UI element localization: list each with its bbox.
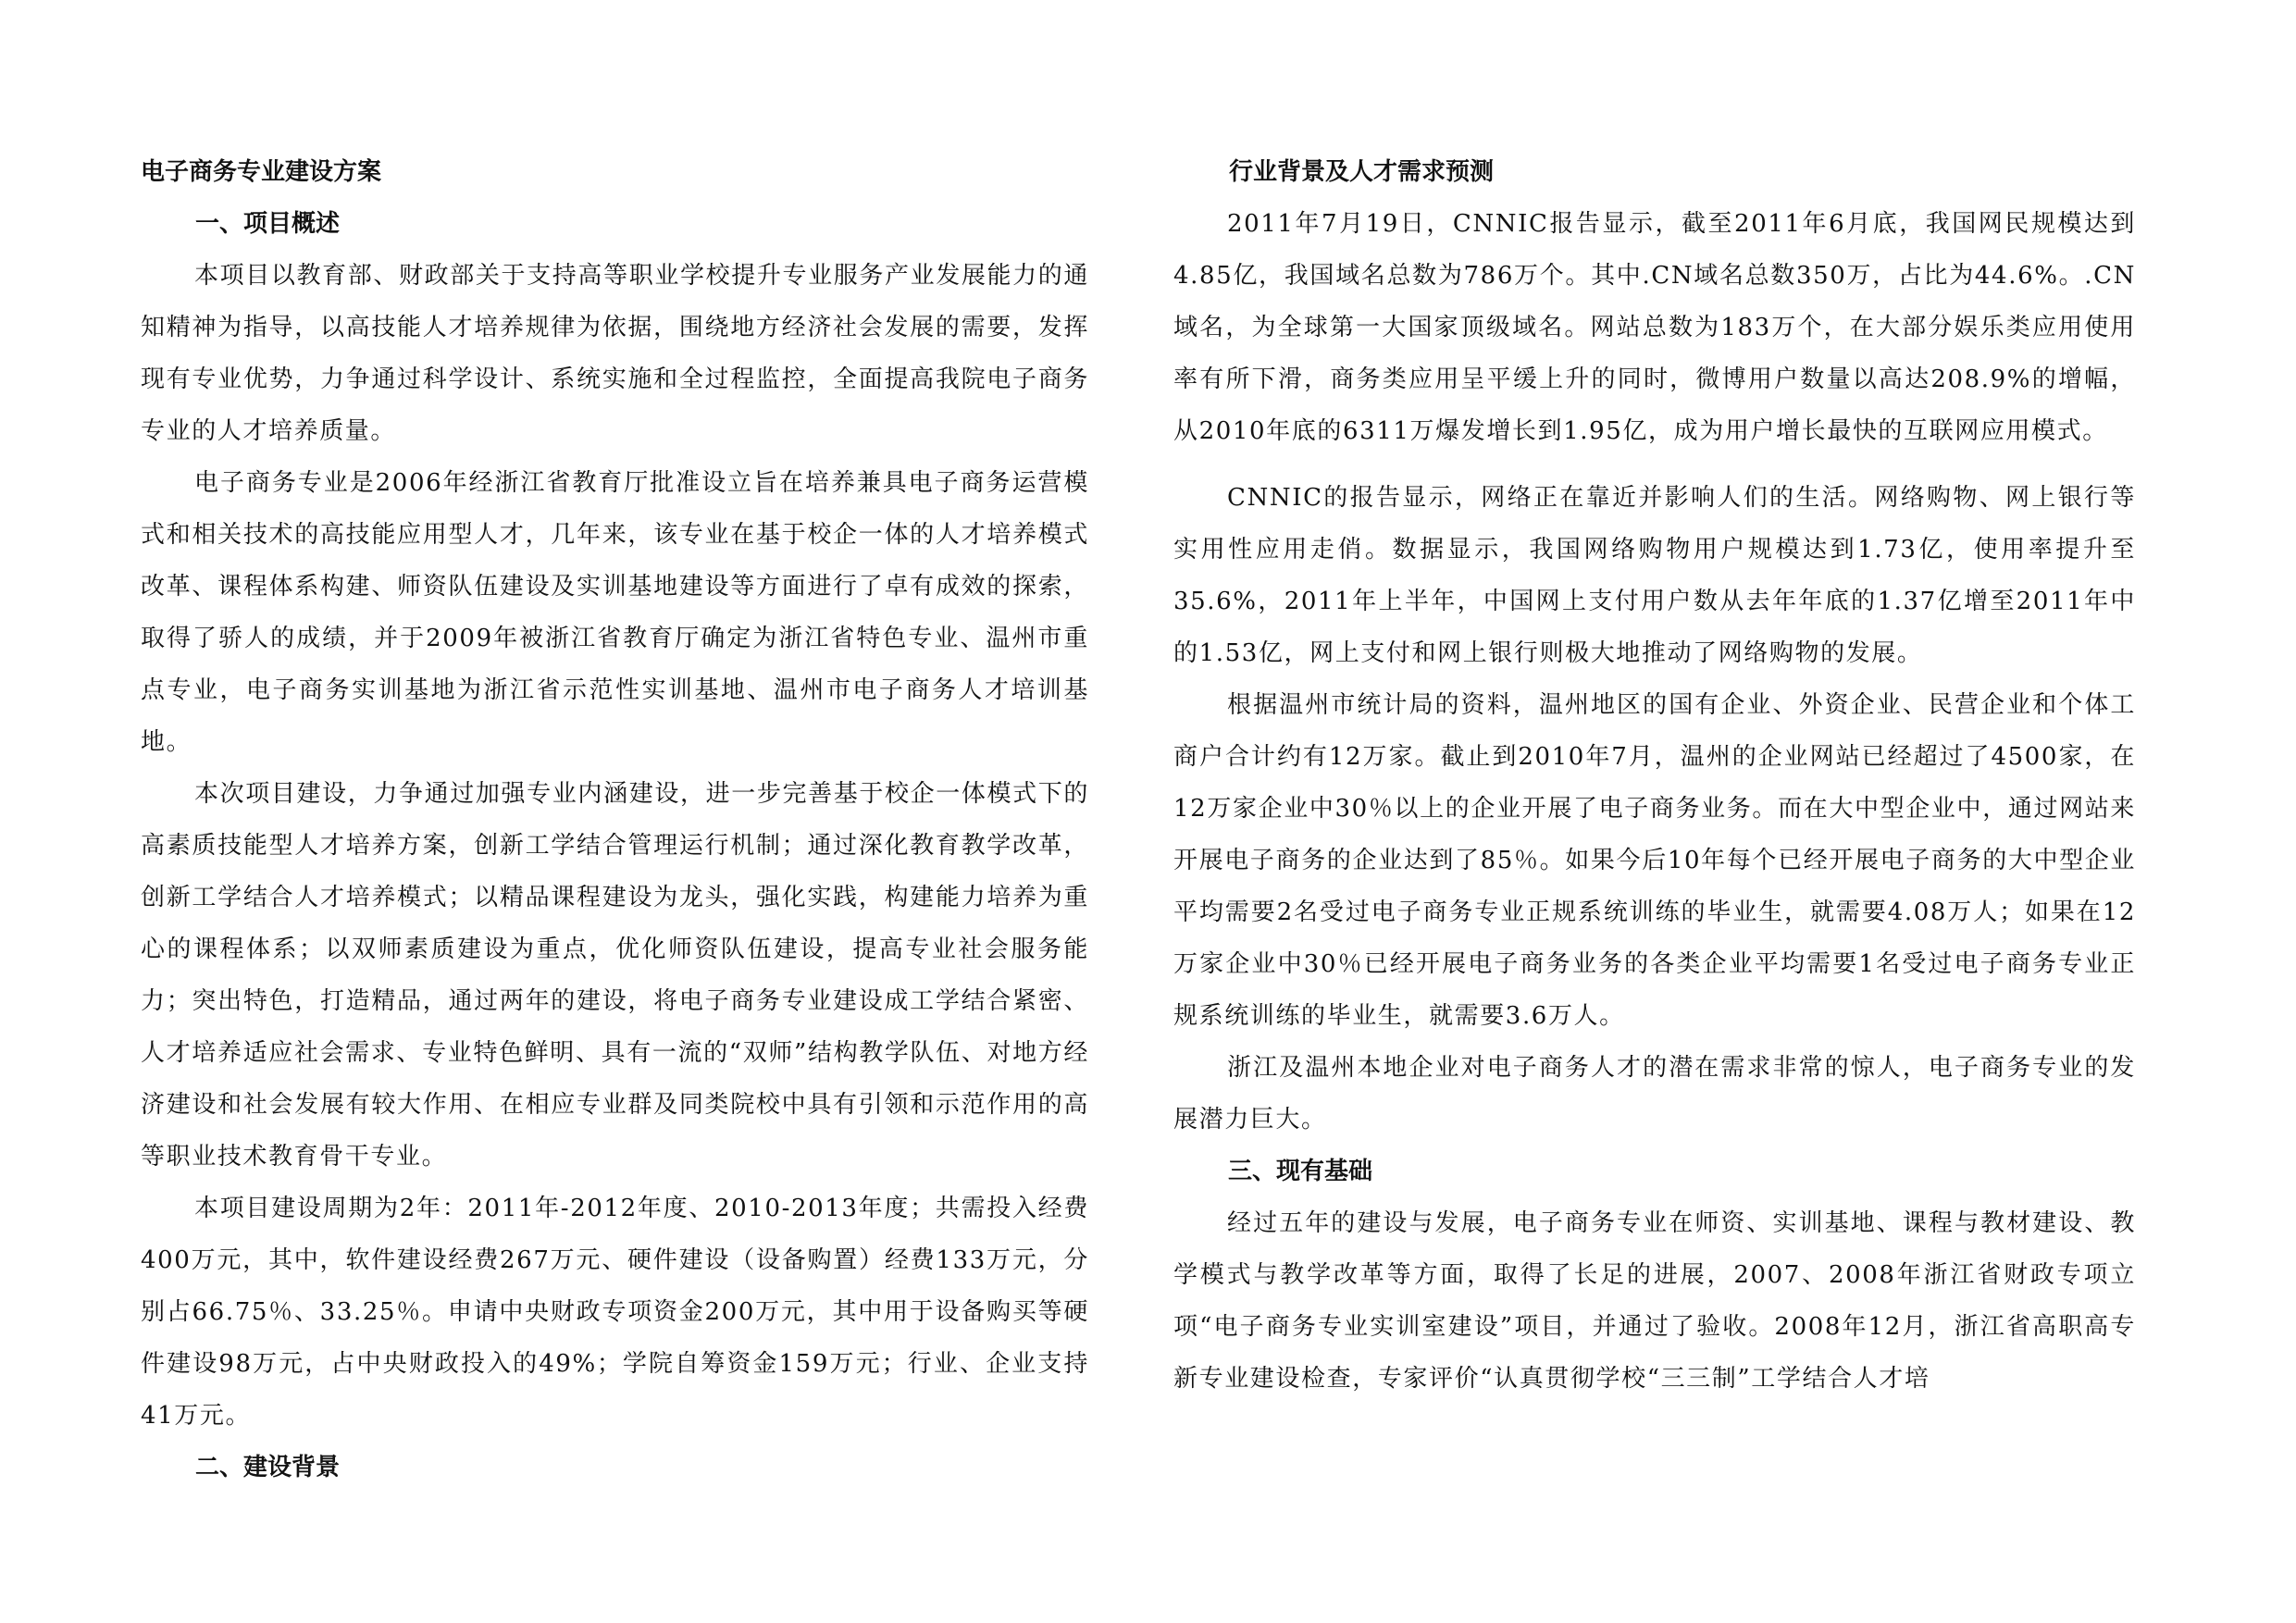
paragraph-major-history: 电子商务专业是2006年经浙江省教育厅批准设立旨在培养兼具电子商务运营模式和相关技术的高技能应用型人才，几年来，该专业在基于校企一体的人才培养模式改革、课程体系构建、师资队伍建设及实训基地建设等方面进行了卓有成效的探索，取得了骄人的成绩，并于2009年被浙江省教育厅确定为浙江省特色专业、温州市重点专业，电子商务实训基地为浙江省示范性实训基地、温州市电子商务人才培训基地。 [141, 469, 1089, 756]
right-column [1173, 146, 2136, 1405]
paragraph-cnnic-report: 2011年7月19日，CNNIC报告显示，截至2011年6月底，我国网民规模达到4.85亿，我国域名总数为786万个。其中.CN域名总数350万，占比为44.6%。.CN域名，为全球第一大国家顶级域名。网站总数为183万个，在大部分娱乐类应用使用率有所下滑，商务类应用呈平缓上升的同时，微博用户数量以高达208.9%的增幅，从2010年底的6311万爆发增长到1.95亿，成为用户增长最快的互联网应用模式。 [1173, 210, 2136, 445]
document-title: 电子商务专业建设方案 [141, 158, 382, 186]
left-column [141, 146, 1089, 1493]
paragraph-talent-potential: 浙江及温州本地企业对电子商务人才的潜在需求非常的惊人，电子商务专业的发展潜力巨大。 [1173, 1054, 2136, 1134]
paragraph-project-goals: 本次项目建设，力争通过加强专业内涵建设，进一步完善基于校企一体模式下的高素质技能型人才培养方案，创新工学结合管理运行机制；通过深化教育教学改革，创新工学结合人才培养模式；以精品课程建设为龙头，强化实践，构建能力培养为重心的课程体系；以双师素质建设为重点，优化师资队伍建设，提高专业社会服务能力；突出特色，打造精品，通过两年的建设，将电子商务专业建设成工学结合紧密、人才培养适应社会需求、专业特色鲜明、具有一流的“双师”结构教学队伍、对地方经济建设和社会发展有较大作用、在相应专业群及同类院校中具有引领和示范作用的高等职业技术教育骨干专业。 [141, 780, 1089, 1171]
section-heading-project-overview: 一、项目概述 [195, 210, 341, 238]
section-heading-background: 二、建设背景 [195, 1454, 341, 1481]
subsection-heading-industry-background: 行业背景及人才需求预测 [1229, 158, 1495, 186]
paragraph-guiding-principle: 本项目以教育部、财政部关于支持高等职业学校提升专业服务产业发展能力的通知精神为指导，以高技能人才培养规律为依据，围绕地方经济社会发展的需要，发挥现有专业优势，力争通过科学设计、系统实施和全过程监控，全面提高我院电子商务专业的人才培养质量。 [141, 262, 1089, 445]
paragraph-existing-foundation: 经过五年的建设与发展，电子商务专业在师资、实训基地、课程与教材建设、教学模式与教学改革等方面，取得了长足的进展，2007、2008年浙江省财政专项立项“电子商务专业实训室建设”项目，并通过了验收。2008年12月，浙江省高职高专新专业建设检查，专家评价“认真贯彻学校“三三制”工学结合人才培 [1173, 1209, 2136, 1393]
paragraph-online-shopping: CNNIC的报告显示，网络正在靠近并影响人们的生活。网络购物、网上银行等实用性应用走俏。数据显示，我国网络购物用户规模达到1.73亿，使用率提升至35.6%，2011年上半年，中国网上支付用户数从去年年底的1.37亿增至2011年中的1.53亿，网上支付和网上银行则极大地推动了网络购物的发展。 [1173, 484, 2136, 667]
paragraph-wenzhou-demand: 根据温州市统计局的资料，温州地区的国有企业、外资企业、民营企业和个体工商户合计约有12万家。截止到2010年7月，温州的企业网站已经超过了4500家，在12万家企业中30％以上的企业开展了电子商务业务。而在大中型企业中，通过网站来开展电子商务的企业达到了85％。如果今后10年每个已经开展电子商务的大中型企业平均需要2名受过电子商务专业正规系统训练的毕业生，就需要4.08万人；如果在12万家企业中30％已经开展电子商务业务的各类企业平均需要1名受过电子商务专业正规系统训练的毕业生，就需要3.6万人。 [1173, 691, 2136, 1030]
paragraph-gap [1173, 457, 2136, 472]
section-heading-existing-foundation: 三、现有基础 [1228, 1158, 1373, 1185]
paragraph-budget: 本项目建设周期为2年：2011年-2012年度、2010-2013年度；共需投入经费400万元，其中，软件建设经费267万元、硬件建设（设备购置）经费133万元，分别占66.75％、33.25％。申请中央财政专项资金200万元，其中用于设备购买等硬件建设98万元，占中央财政投入的49%；学院自筹资金159万元；行业、企业支持41万元。 [141, 1195, 1089, 1430]
